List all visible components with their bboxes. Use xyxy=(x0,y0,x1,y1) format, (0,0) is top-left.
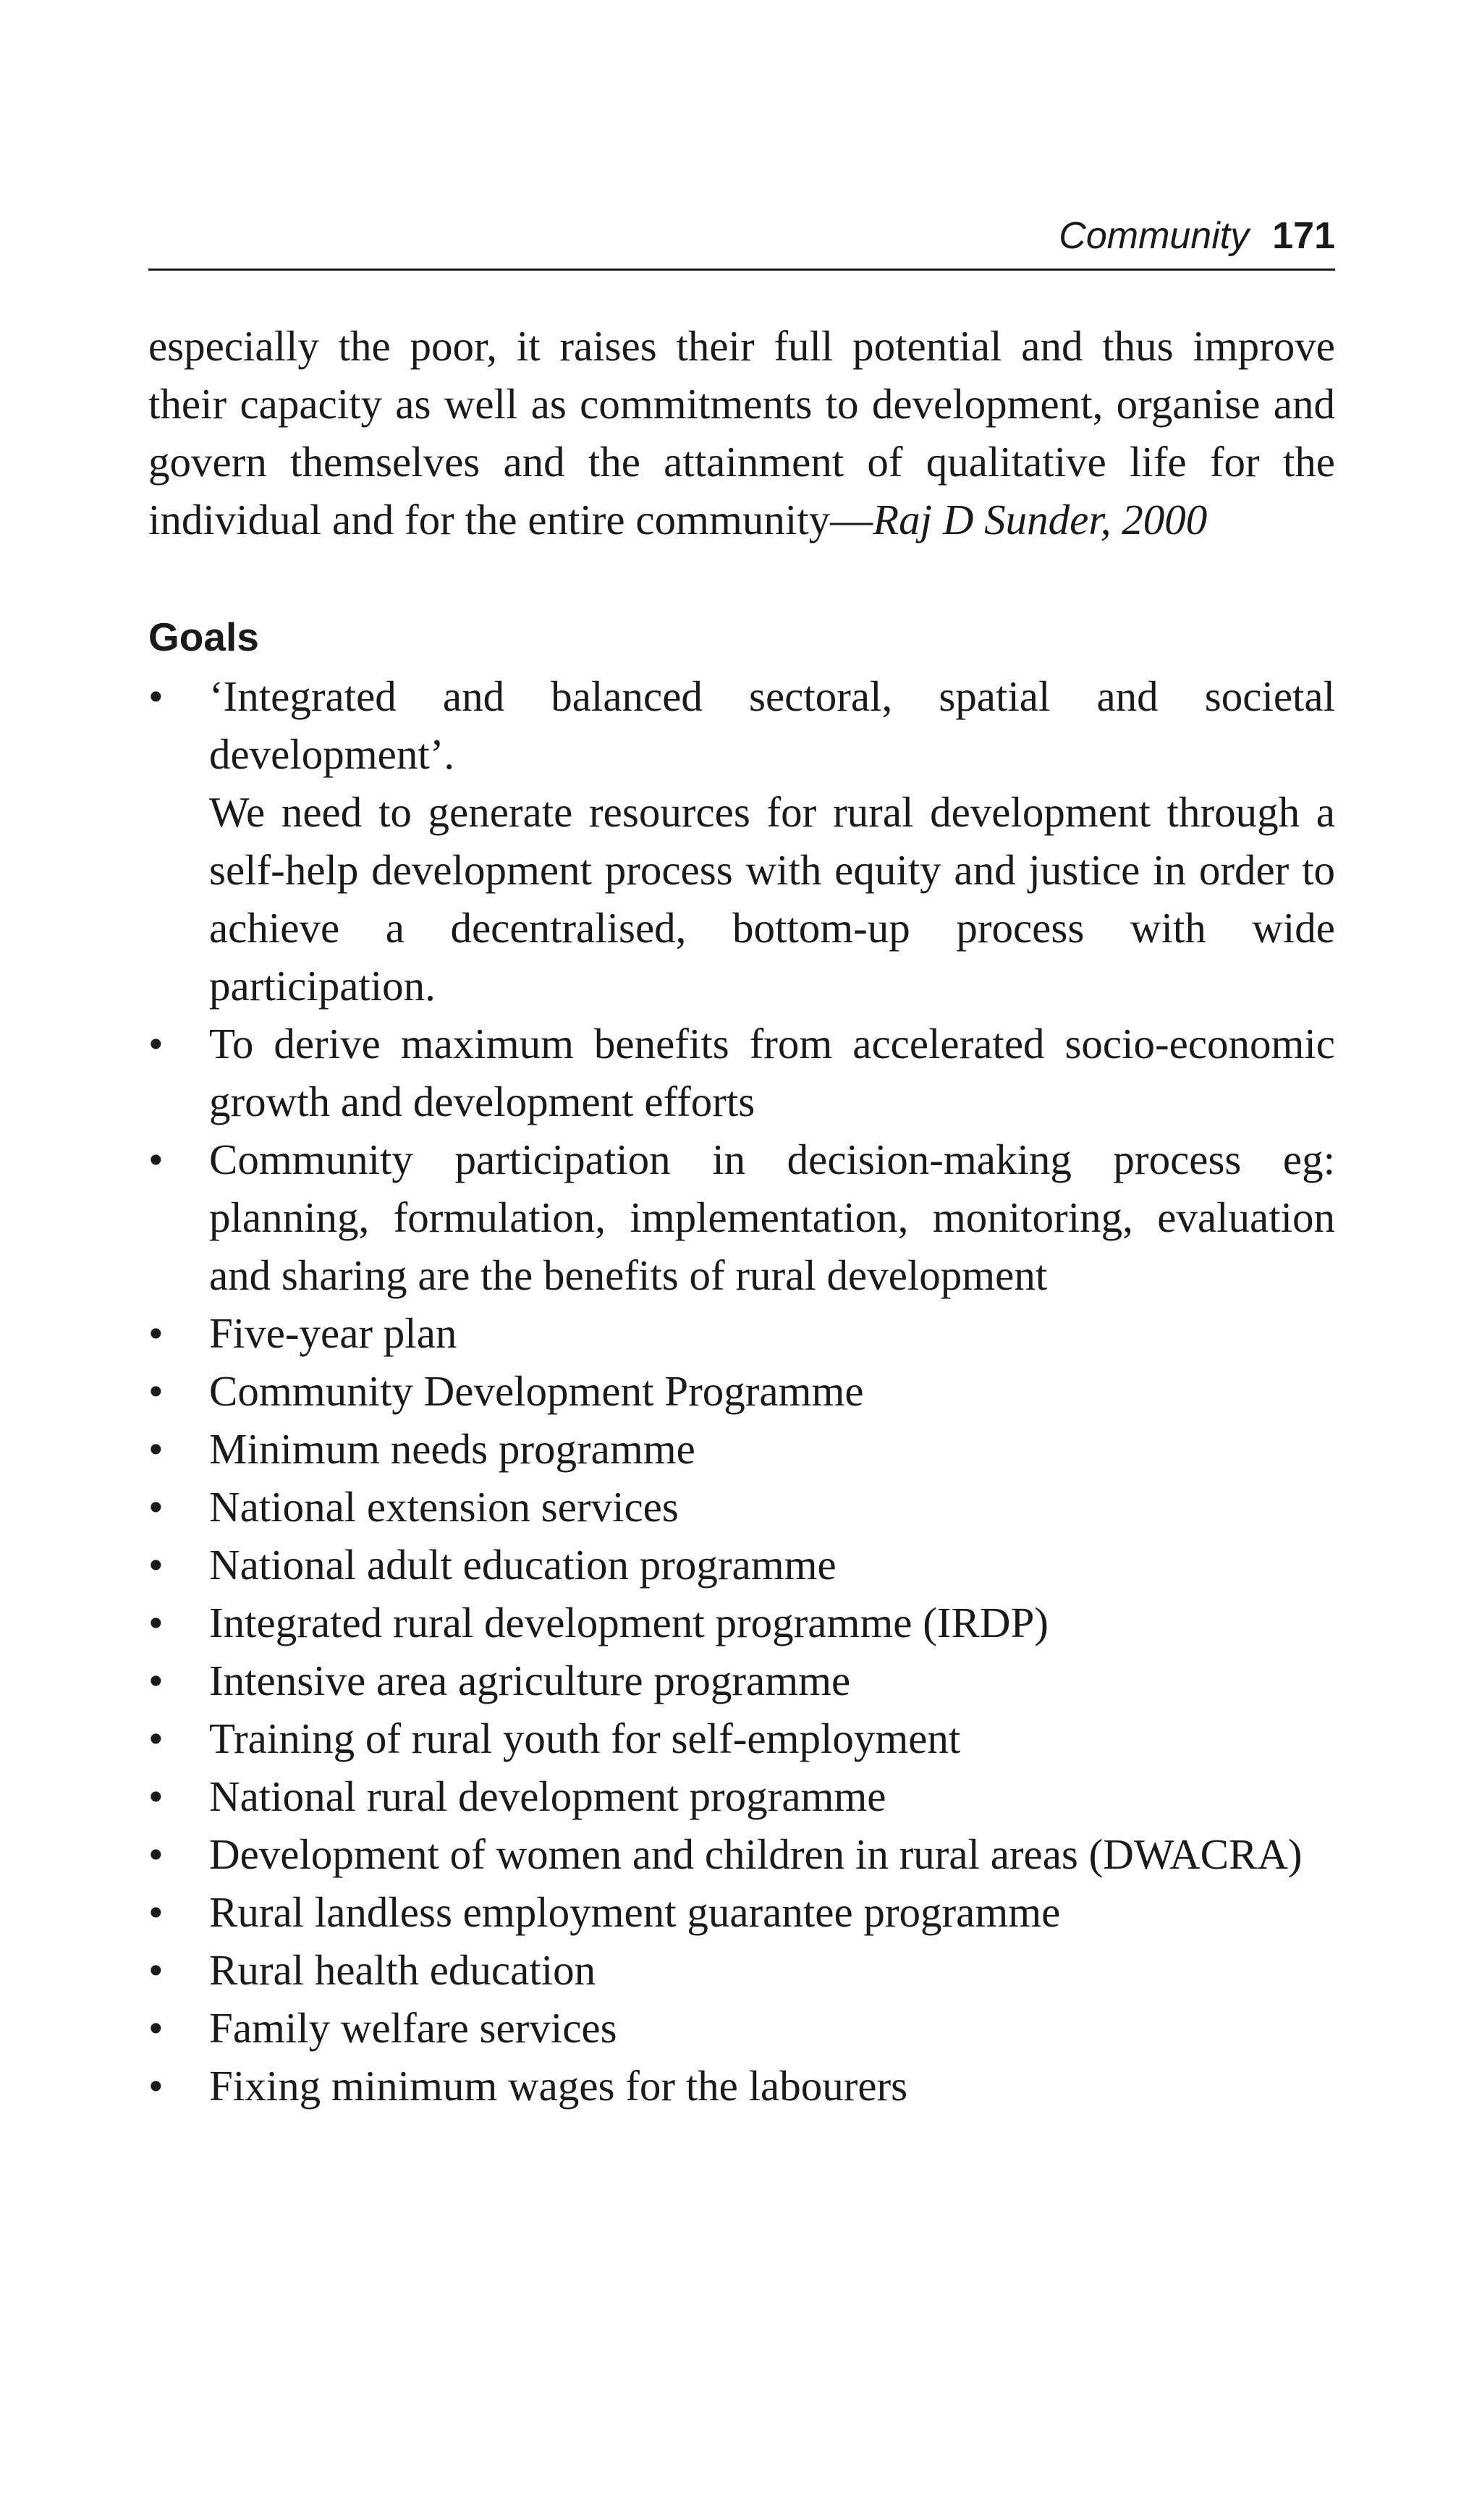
bullet-icon: • xyxy=(148,1309,164,1357)
list-item xyxy=(148,1941,1335,1999)
list-item-text: Intensive area agriculture programme xyxy=(209,1657,851,1704)
list-item-text: Minimum needs programme xyxy=(209,1425,695,1473)
bullet-icon: • xyxy=(148,1599,164,1646)
list-item-text: Community participation in decision-making process eg: planning, formulation, implementation, monitoring, evaluation and sharing are the benefits of rural development xyxy=(209,1136,1335,1299)
header-rule xyxy=(148,269,1335,271)
list-item xyxy=(148,1015,1335,1130)
list-item-text: Community Development Programme xyxy=(209,1367,864,1415)
intro-text: especially the poor, it raises their full potential and thus improve their capacity as well as commitments to development, organise and govern themselves and the attainment of qualitative life for the individual and for the entire community— xyxy=(148,322,1335,544)
list-item xyxy=(148,1420,1335,1478)
bullet-icon: • xyxy=(148,1714,164,1762)
bullet-icon: • xyxy=(148,1830,164,1878)
list-item-continuation: We need to generate resources for rural development through a self-help development process with equity and justice in order to achieve a decentralised, bottom-up process with wide participation. xyxy=(209,788,1335,1010)
bullet-icon: • xyxy=(148,1425,164,1473)
bullet-icon: • xyxy=(148,1657,164,1704)
goals-list xyxy=(148,667,1335,2115)
list-item xyxy=(148,1652,1335,1709)
list-item xyxy=(148,1825,1335,1883)
bullet-icon: • xyxy=(148,1020,164,1067)
list-item-text: Training of rural youth for self-employment xyxy=(209,1714,961,1762)
page-number: 171 xyxy=(1272,215,1335,257)
list-item xyxy=(148,667,1335,1015)
list-item xyxy=(148,1999,1335,2057)
list-item xyxy=(148,1478,1335,1536)
list-item-text: National extension services xyxy=(209,1483,679,1531)
list-item xyxy=(148,1767,1335,1825)
list-item xyxy=(148,1594,1335,1652)
list-item xyxy=(148,1130,1335,1304)
bullet-icon: • xyxy=(148,1367,164,1415)
bullet-icon: • xyxy=(148,1772,164,1820)
bullet-icon: • xyxy=(148,672,164,720)
goals-heading: Goals xyxy=(148,614,259,659)
bullet-icon: • xyxy=(148,1541,164,1589)
list-item-text: Rural health education xyxy=(209,1946,596,1994)
bullet-icon: • xyxy=(148,1483,164,1531)
bullet-icon: • xyxy=(148,1136,164,1183)
list-item xyxy=(148,1709,1335,1767)
list-item-text: ‘Integrated and balanced sectoral, spatial and societal development’. xyxy=(209,672,1335,778)
list-item xyxy=(148,1883,1335,1941)
list-item-text: Rural landless employment guarantee programme xyxy=(209,1888,1061,1936)
running-head-section: Community xyxy=(1059,215,1250,257)
intro-paragraph xyxy=(148,317,1335,549)
list-item-text: To derive maximum benefits from accelerated socio-economic growth and development efforts xyxy=(209,1020,1335,1125)
running-head xyxy=(1059,214,1335,258)
list-item xyxy=(148,2057,1335,2115)
list-item xyxy=(148,1536,1335,1594)
list-item-text: Five-year plan xyxy=(209,1309,457,1357)
bullet-icon: • xyxy=(148,1946,164,1994)
list-item-text: Fixing minimum wages for the labourers xyxy=(209,2062,908,2110)
intro-citation: Raj D Sunder, 2000 xyxy=(873,496,1208,544)
list-item xyxy=(148,1304,1335,1362)
list-item-text: Development of women and children in rural areas (DWACRA) xyxy=(209,1830,1303,1878)
list-item-text: National adult education programme xyxy=(209,1541,837,1589)
list-item xyxy=(148,1362,1335,1420)
bullet-icon: • xyxy=(148,2062,164,2110)
bullet-icon: • xyxy=(148,1888,164,1936)
page-body xyxy=(148,317,1335,2115)
bullet-icon: • xyxy=(148,2004,164,2052)
list-item-text: Integrated rural development programme (IRDP) xyxy=(209,1599,1049,1646)
list-item-text: Family welfare services xyxy=(209,2004,617,2052)
list-item-text: National rural development programme xyxy=(209,1772,886,1820)
